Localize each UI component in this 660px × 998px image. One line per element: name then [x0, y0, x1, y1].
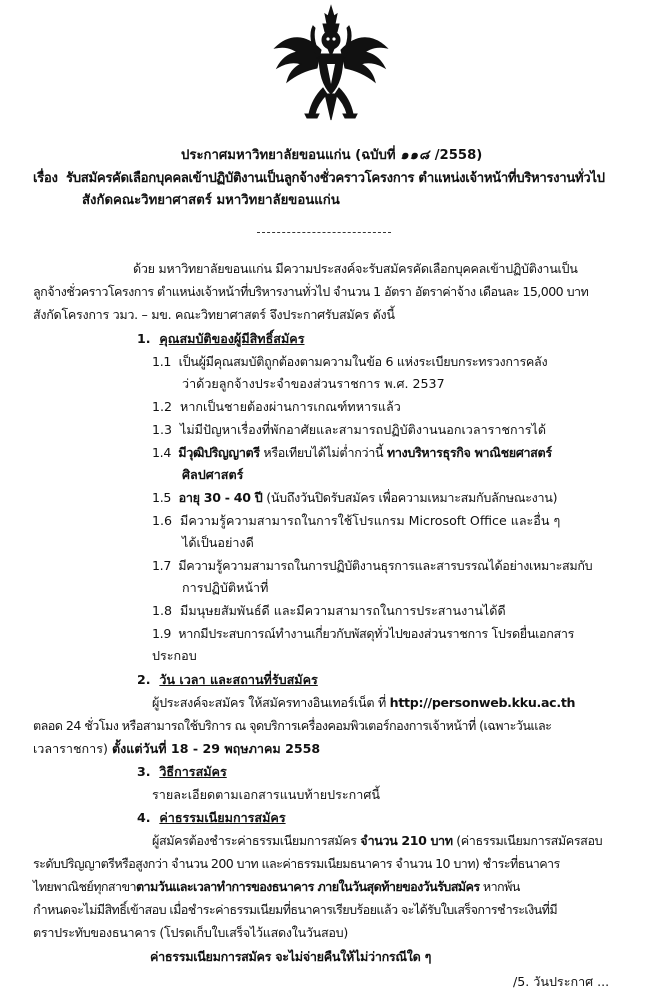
item-text: หรือเทียบได้ไม่ต่ำกว่านี้	[259, 445, 387, 460]
item-text: หากเป็นชายต้องผ่านการเกณฑ์ทหารแล้ว	[180, 399, 401, 414]
section-4-line-2: ระดับปริญญาตรีหรือสูงกว่า จำนวน 200 บาท และค่าธรรมเนียมธนาคาร จำนวน 10 บาท) ชำระที่ธนาคาร	[33, 856, 560, 871]
payment-deadline: ตามวันและเวลาทำการของธนาคาร ภายในวันสุดท้ายของวันรับสมัคร	[135, 879, 480, 894]
section-1-title: คุณสมบัติของผู้มีสิทธิ์สมัคร	[159, 331, 305, 346]
section-4-number: 4.	[137, 810, 151, 825]
item-bold-fields: ทางบริหารธุรกิจ พาณิชยศาสตร์	[386, 445, 552, 460]
item-1-6	[152, 512, 560, 530]
item-1-2	[152, 398, 401, 416]
item-1-3	[152, 421, 546, 439]
item-1-9-cont: ประกอบ	[152, 648, 197, 663]
item-text: มีความรู้ความสามารถในการปฏิบัติงานธุรการและสารบรรณได้อย่างเหมาะสมกับ	[178, 558, 593, 573]
section-4-line-4: กำหนดจะไม่มีสิทธิ์เข้าสอบ เมื่อชำระค่าธรรมเนียมที่ธนาคารเรียบร้อยแล้ว จะได้รับใบเสร็จการชำระเงินที่มี	[33, 902, 558, 917]
item-1-7	[152, 557, 592, 575]
divider-line	[257, 232, 391, 233]
section-2-line-3	[33, 740, 320, 758]
section-3-number: 3.	[137, 764, 151, 779]
item-bold-age: อายุ 30 - 40 ปี	[178, 490, 263, 505]
item-1-8	[152, 602, 506, 620]
item-1-5	[152, 489, 557, 507]
item-number: 1.2	[152, 399, 173, 414]
section-1-number: 1.	[137, 331, 151, 346]
section-2-title: วัน เวลา และสถานที่รับสมัคร	[159, 672, 318, 687]
item-number: 1.6	[152, 513, 173, 528]
non-refundable-note: ค่าธรรมเนียมการสมัคร จะไม่จ่ายคืนให้ไม่ว่ากรณีใด ๆ	[150, 949, 432, 964]
item-text: เป็นผู้มีคุณสมบัติถูกต้องตามความในข้อ 6 แห่งระเบียบกระทรวงการคลัง	[178, 354, 548, 369]
continuation-marker: /5. วันประกาศ ...	[513, 974, 610, 989]
section-4-text: ผู้สมัครต้องชำระค่าธรรมเนียมการสมัคร	[152, 833, 361, 848]
announcement-prefix: ประกาศมหาวิทยาลัยขอนแก่น (ฉบับที่	[181, 148, 401, 163]
item-number: 1.5	[152, 490, 172, 505]
section-4-title: ค่าธรรมเนียมการสมัคร	[159, 810, 286, 825]
section-3-title: วิธีการสมัคร	[159, 764, 227, 779]
section-4-text: ไทยพาณิชย์ทุกสาขา	[33, 879, 136, 894]
garuda-emblem-icon	[271, 4, 391, 122]
item-number: 1.4	[152, 445, 171, 460]
item-text: มีความรู้ความสามารถในการใช้โปรแกรม Microsoft Office และอื่น ๆ	[180, 513, 561, 528]
section-4-heading	[137, 809, 286, 827]
subject-text-1: รับสมัครคัดเลือกบุคคลเข้าปฏิบัติงานเป็นลูกจ้างชั่วคราวโครงการ ตำแหน่งเจ้าหน้าที่บริหารงานทั่วไป	[66, 171, 605, 186]
item-text: (นับถึงวันปิดรับสมัคร เพื่อความเหมาะสมกับลักษณะงาน)	[262, 490, 558, 505]
subject-line-1	[33, 170, 605, 188]
item-number: 1.1	[152, 354, 172, 369]
application-dates: ตั้งแต่วันที่ 18 - 29 พฤษภาคม 2558	[111, 741, 321, 756]
section-2-text: ผู้ประสงค์จะสมัคร ให้สมัครทางอินเทอร์เน็ต ที่	[152, 695, 390, 710]
section-4-line-3	[33, 878, 520, 896]
announcement-number: ๑๑๘	[400, 148, 431, 163]
item-1-1-cont: ว่าด้วยลูกจ้างประจำของส่วนราชการ พ.ศ. 2537	[182, 376, 445, 391]
item-1-7-cont: การปฏิบัติหน้าที่	[182, 580, 269, 595]
item-text: มีมนุษยสัมพันธ์ดี และมีความสามารถในการประสานงานได้ดี	[180, 603, 506, 618]
item-bold-degree: มีวุฒิปริญญาตรี	[178, 445, 260, 460]
section-1-heading	[137, 330, 304, 348]
subject-label: เรื่อง	[33, 171, 58, 186]
announcement-suffix: /2558)	[430, 148, 483, 163]
item-1-4-cont: ศิลปศาสตร์	[182, 467, 244, 482]
section-2-line-2: ตลอด 24 ชั่วโมง หรือสามารถใช้บริการ ณ จุดบริการเครื่องคอมพิวเตอร์กองการเจ้าหน้าที่ (เฉพาะวันและ	[33, 718, 552, 733]
item-1-1	[152, 353, 547, 371]
section-3-heading	[137, 763, 227, 781]
section-2-number: 2.	[137, 672, 151, 687]
section-3-line-1: รายละเอียดตามเอกสารแนบท้ายประกาศนี้	[152, 787, 380, 802]
fee-amount: จำนวน 210 บาท	[360, 833, 453, 848]
item-1-4	[152, 444, 552, 462]
section-4-text: หากพ้น	[479, 879, 520, 894]
intro-line-3: สังกัดโครงการ วมว. – มข. คณะวิทยาศาสตร์ จึงประกาศรับสมัคร ดังนี้	[33, 307, 395, 322]
intro-line-2: ลูกจ้างชั่วคราวโครงการ ตำแหน่งเจ้าหน้าที่บริหารงานทั่วไป จำนวน 1 อัตรา อัตราค่าจ้าง เดือนละ 15,000 บาท	[33, 284, 589, 299]
application-url-link[interactable]: http://personweb.kku.ac.th	[389, 695, 576, 710]
section-2-text: เวลาราชการ)	[33, 741, 112, 756]
section-2-line-1	[152, 694, 575, 712]
section-4-line-5: ตราประทับของธนาคาร (โปรดเก็บใบเสร็จไว้แสดงในวันสอบ)	[33, 925, 348, 940]
section-2-heading	[137, 671, 318, 689]
section-4-text: (ค่าธรรมเนียมการสมัครสอบ	[452, 833, 603, 848]
item-number: 1.3	[152, 422, 173, 437]
announcement-title	[181, 147, 482, 165]
item-1-6-cont: ได้เป็นอย่างดี	[182, 535, 254, 550]
subject-line-2: สังกัดคณะวิทยาศาสตร์ มหาวิทยาลัยขอนแก่น	[82, 193, 340, 208]
item-number: 1.8	[152, 603, 173, 618]
section-4-line-1	[152, 832, 602, 850]
item-text: หากมีประสบการณ์ทำงานเกี่ยวกับพัสดุทั่วไปของส่วนราชการ โปรดยื่นเอกสาร	[178, 626, 575, 641]
intro-line-1: ด้วย มหาวิทยาลัยขอนแก่น มีความประสงค์จะรับสมัครคัดเลือกบุคคลเข้าปฏิบัติงานเป็น	[133, 261, 578, 276]
item-number: 1.7	[152, 558, 171, 573]
item-text: ไม่มีปัญหาเรื่องที่พักอาศัยและสามารถปฏิบัติงานนอกเวลาราชการได้	[180, 422, 546, 437]
item-number: 1.9	[152, 626, 171, 641]
item-1-9	[152, 625, 574, 643]
